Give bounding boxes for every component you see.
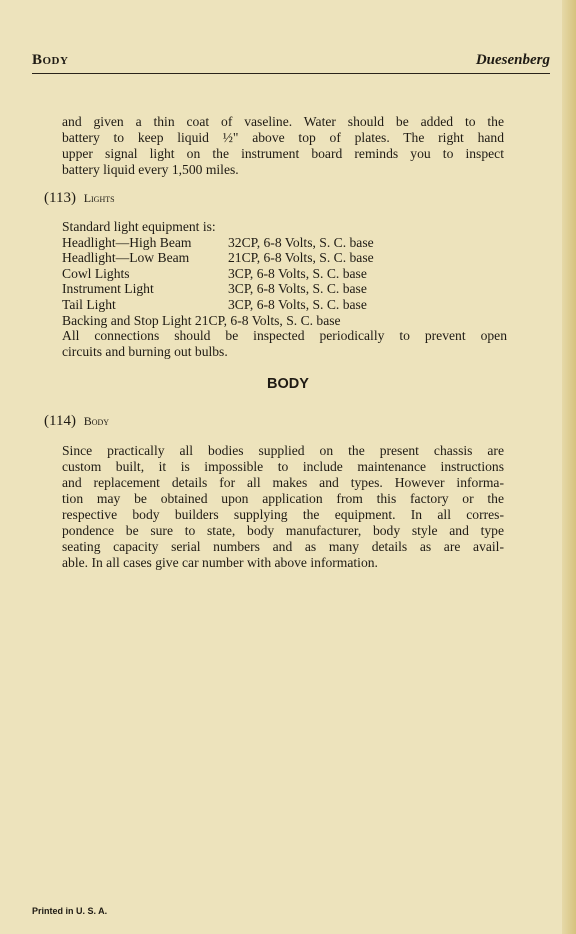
header-section-title: Body (32, 52, 69, 68)
paragraph-line: and replacement details for all makes and types. However informa- (62, 475, 504, 490)
lights-intro: Standard light equipment is: (62, 219, 216, 234)
header-rule (32, 73, 550, 74)
light-spec: 3CP, 6-8 Volts, S. C. base (228, 296, 367, 312)
light-row (62, 297, 507, 313)
section-number: (113) (44, 190, 76, 206)
paragraph-line: and given a thin coat of vaseline. Water should be added to the (62, 114, 504, 129)
paragraph-line: respective body builders supplying the equipment. In all corres- (62, 507, 504, 522)
light-spec: 3CP, 6-8 Volts, S. C. base (228, 281, 367, 297)
paragraph-line: battery liquid every 1,500 miles. (62, 162, 239, 177)
paragraph-line: custom built, it is impossible to include maintenance instructions (62, 459, 504, 474)
light-spec: 32CP, 6-8 Volts, S. C. base (228, 234, 374, 250)
page-edge (562, 0, 576, 934)
paragraph-line: pondence be sure to state, body manufacturer, body style and type (62, 523, 504, 538)
light-spec: 21CP, 6-8 Volts, S. C. base (194, 312, 341, 328)
lights-closing-line: circuits and burning out bulbs. (62, 343, 228, 359)
lights-closing-line: All connections should be inspected periodically to prevent open (62, 328, 507, 344)
body-paragraph (62, 443, 504, 571)
paragraph-line: Since practically all bodies supplied on the present chassis are (62, 443, 504, 458)
section-number: (114) (44, 413, 76, 429)
intro-paragraph (62, 114, 504, 178)
light-spec: 3CP, 6-8 Volts, S. C. base (228, 265, 367, 281)
light-row (62, 250, 507, 266)
section-title: Body (83, 414, 110, 428)
paragraph-line: able. In all cases give car number with above information. (62, 555, 378, 570)
light-spec: 21CP, 6-8 Volts, S. C. base (228, 250, 374, 266)
section-heading-lights (44, 190, 115, 207)
light-row (62, 313, 507, 329)
light-row (62, 281, 507, 297)
paragraph-line: seating capacity serial numbers and as many details as are avail- (62, 539, 504, 554)
paragraph-line: battery to keep liquid ½" above top of plates. The right hand (62, 130, 504, 145)
light-row (62, 235, 507, 251)
section-title: Lights (83, 191, 115, 205)
body-heading: BODY (267, 376, 309, 392)
light-name: Headlight—High Beam (62, 234, 192, 250)
light-name: Headlight—Low Beam (62, 250, 190, 266)
section-heading-body (44, 413, 109, 430)
light-name: Backing and Stop Light (62, 312, 192, 328)
lights-list (62, 219, 507, 359)
paragraph-line: tion may be obtained upon application from this factory or the (62, 491, 504, 506)
light-name: Tail Light (62, 296, 116, 312)
light-name: Cowl Lights (62, 265, 130, 281)
header-brand: Duesenberg (475, 52, 550, 68)
paragraph-line: upper signal light on the instrument board reminds you to inspect (62, 146, 504, 161)
printed-in-footer: Printed in U. S. A. (32, 906, 108, 916)
light-row (62, 266, 507, 282)
light-name: Instrument Light (62, 281, 154, 297)
